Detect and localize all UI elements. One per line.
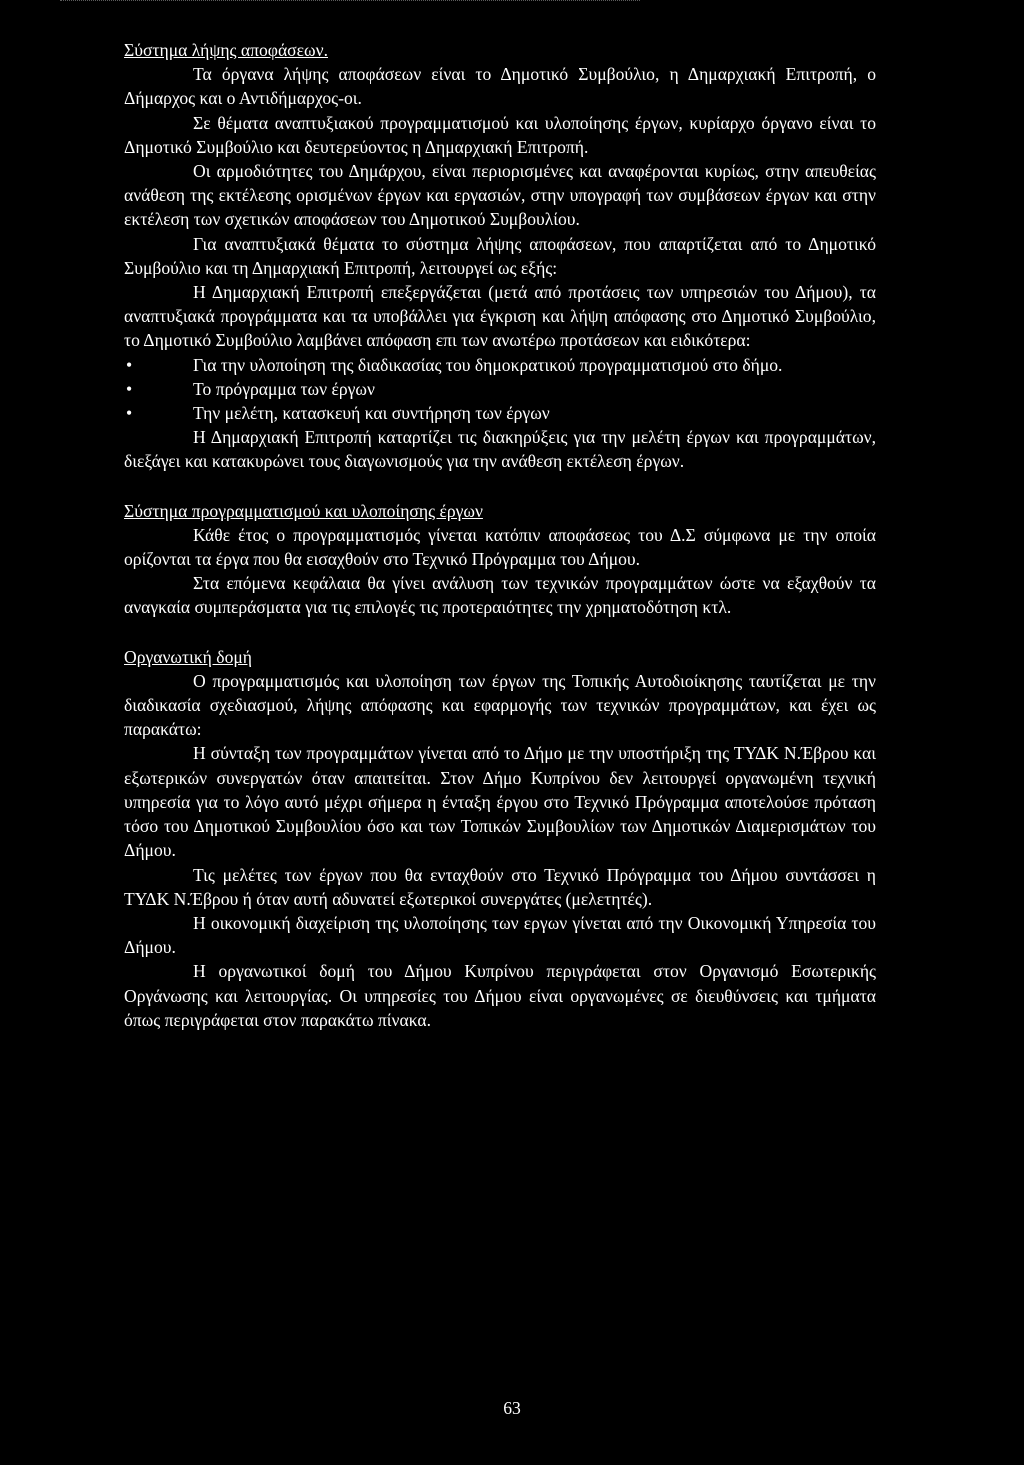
page-number: 63 (503, 1398, 521, 1418)
paragraph: Η οργανωτικοί δομή του Δήμου Κυπρίνου περιγράφεται στον Οργανισμό Εσωτερικής Οργάνωσης και λειτουργίας. Οι υπηρεσίες του Δήμου είναι οργανωμένες σε διευθύνσεις και τμήματα όπως περιγράφεται στον παρακάτω πίνακα. (124, 961, 876, 1030)
paragraph: Οι αρμοδιότητες του Δημάρχου, είναι περιορισμένες και αναφέρονται κυρίως, στην απευθείας ανάθεση της εκτέλεσης ορισμένων έργων και εργασιών, στην υπογραφή των συμβάσεων έργων και στην εκτέλεση των σχετικών αποφάσεων του Δημοτικού Συμβουλίου. (124, 161, 876, 230)
paragraph: Κάθε έτος ο προγραμματισμός γίνεται κατόπιν αποφάσεως του Δ.Σ σύμφωνα με την οποία ορίζονται τα έργα που θα εισαχθούν στο Τεχνικό Πρόγραμμα του Δήμου. (124, 524, 876, 570)
paragraph: Η Δημαρχιακή Επιτροπή καταρτίζει τις διακηρύξεις για την μελέτη έργων και προγραμμάτων, διεξάγει και κατακυρώνει τους διαγωνισμούς για την ανάθεση εκτέλεση έργων. (124, 427, 876, 472)
list-item: • Για την υλοποίηση της διαδικασίας του δημοκρατικού προγραμματισμού στο δήμο. (124, 353, 876, 377)
paragraph: Στα επόμενα κεφάλαια θα γίνει ανάλυση των τεχνικών προγραμμάτων ώστε να εξαχθούν τα αναγκαία συμπεράσματα για τις επιλογές τις προτεραιότητες την χρηματοδότηση κτλ. (124, 573, 876, 618)
section-spacer (124, 620, 876, 645)
list-item: • Την μελέτη, κατασκευή και συντήρηση των έργων (124, 401, 876, 425)
paragraph: Ο προγραμματισμός και υλοποίηση των έργων της Τοπικής Αυτοδιοίκησης ταυτίζεται με την διαδικασία σχεδιασμού, λήψης απόφασης και εφαρμογής των τεχνικών προγραμμάτων, και έχει ως παρακάτω: (124, 670, 876, 740)
section-heading-programming-system: Σύστημα προγραμματισμού και υλοποίησης έργων (124, 500, 483, 521)
section-heading-organizational-structure: Οργανωτική δομή (124, 646, 253, 667)
section-heading-decision-system: Σύστημα λήψης αποφάσεων. (124, 40, 328, 60)
list-item: • Το πρόγραμμα των έργων (124, 377, 876, 401)
paragraph: Η οικονομική διαχείριση της υλοποίησης των εργων γίνεται από την Οικονομική Υπηρεσία του Δήμου. (124, 912, 876, 958)
paragraph: Η σύνταξη των προγραμμάτων γίνεται από το Δήμο με την υποστήριξη της ΤΥΔΚ Ν.Έβρου και εξωτερικών συνεργατών όταν απαιτείται. Στον Δήμο Κυπρίνου δεν λειτουργεί οργανωμένη τεχνική υπηρεσία για το λόγο αυτό μέχρι σήμερα η ένταξη έργου στο Τεχνικό Πρόγραμμα αποτελούσε πρόταση τόσο του Δημοτικού Συμβουλίου όσο και των Τοπικών Συμβουλίων των Δημοτικών Διαμερισμάτων του Δήμου. (124, 743, 876, 861)
paragraph: Σε θέματα αναπτυξιακού προγραμματισμού και υλοποίησης έργων, κυρίαρχο όργανο είναι το Δημοτικό Συμβούλιο και δευτερεύοντος η Δημαρχιακή Επιτροπή. (124, 112, 876, 157)
page-content (124, 38, 876, 1032)
paragraph: Τις μελέτες των έργων που θα ενταχθούν στο Τεχνικό Πρόγραμμα του Δήμου συντάσσει η ΤΥΔΚ Ν.Έβρου ή όταν αυτή αδυνατεί εξωτερικοί συνεργάτες (μελετητές). (124, 864, 876, 909)
paragraph: Η Δημαρχιακή Επιτροπή επεξεργάζεται (μετά από προτάσεις των υπηρεσιών του Δήμου), τα αναπτυξιακά προγράμματα και τα υποβάλλει για έγκριση και λήψη απόφασης στο Δημοτικό Συμβούλιο, το Δημοτικό Συμβούλιο λαμβάνει απόφαση επι των ανωτέρω προτάσεων και ειδικότερα: (124, 282, 876, 351)
section-spacer (124, 474, 876, 499)
bullet-list (124, 353, 876, 426)
paragraph: Τα όργανα λήψης αποφάσεων είναι το Δημοτικό Συμβούλιο, η Δημαρχιακή Επιτροπή, ο Δήμαρχος και ο Αντιδήμαρχος-οι. (124, 64, 876, 109)
scan-artifact-line (60, 0, 640, 4)
paragraph: Για αναπτυξιακά θέματα το σύστημα λήψης αποφάσεων, που απαρτίζεται από το Δημοτικό Συμβούλιο και τη Δημαρχιακή Επιτροπή, λειτουργεί ως εξής: (124, 233, 876, 278)
